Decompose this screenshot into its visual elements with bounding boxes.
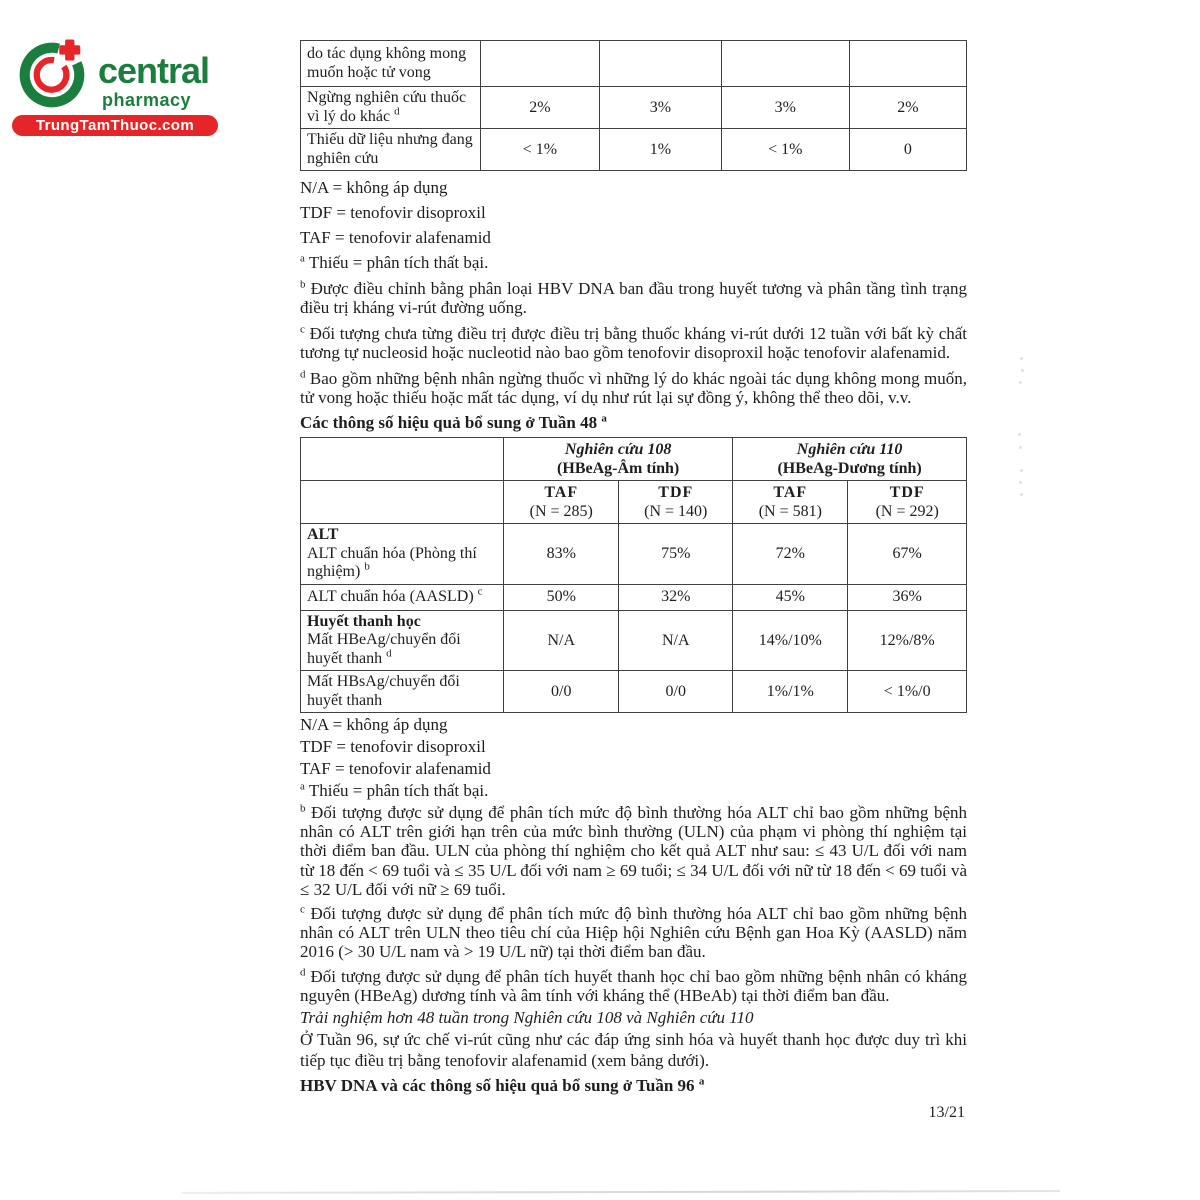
abbreviation-note: TDF = tenofovir disoproxil [300,203,486,222]
page-bottom-edge-line [182,1190,1060,1194]
column-header: TAF (N = 285) [504,481,619,524]
footnote-d: $^d$ Bao gồm những bệnh nhân ngừng thuốc vì những lý do khác ngoài tác dụng không mong muốn, tử vong hoặc thiếu hoặc mất tác dụng, ví dụ như rút lại sự đồng ý, không thể theo dõi, v.v. [300,367,968,407]
treatment-header-row [301,481,967,524]
logo-brand-text: central [98,50,210,91]
cell-value [721,41,849,87]
table-row [301,41,967,87]
column-header: TDF (N = 292) [848,481,967,524]
cell-value: 1%/1% [733,671,848,713]
week96-heading: HBV DNA và các thông số hiệu quả bổ sung ở Tuần 96 $^a$ [300,1075,705,1096]
cell-value: 0/0 [504,671,619,713]
experience-subheading: Trải nghiệm hơn 48 tuần trong Nghiên cứu 108 và Nghiên cứu 110 [300,1008,754,1028]
central-pharmacy-logo-icon [14,32,92,114]
week48-heading: Các thông số hiệu quả bổ sung ở Tuần 48 $^a$ [300,411,607,432]
abbreviation-note: N/A = không áp dụng [300,178,448,197]
table-row [301,87,967,129]
footnote-d: $^d$ Đối tượng được sử dụng để phân tích huyết thanh học chỉ bao gồm những bệnh nhân có kháng nguyên (HBeAg) dương tính và âm tính với kháng thể (HBeAb) tại thời điểm ban đầu. [300,965,967,1005]
cell-value: 0/0 [619,671,733,713]
row-label: Ngừng nghiên cứu thuốc vì lý do khác $^d$ [301,87,481,129]
cell-value: 67% [848,524,967,585]
abbreviation-note: TAF = tenofovir alafenamid [300,228,491,247]
cell-value: 36% [848,584,967,610]
efficacy-week48-table [300,437,967,713]
cell-value: 0 [849,129,966,171]
table-row [301,584,967,610]
cell-value [480,41,599,87]
cell-value: 45% [733,584,848,610]
cell-value: < 1%/0 [848,671,967,713]
logo-domain-banner: TrungTamThuoc.com [12,115,218,136]
cell-value: N/A [504,610,619,671]
empty-header-cell [301,481,504,524]
cell-value: 2% [849,87,966,129]
footnote-a: $^a$ Thiếu = phân tích thất bại. [300,252,489,272]
study-108-header: Nghiên cứu 108 (HBeAg-Âm tính) [504,438,733,481]
page-number: 13/21 [928,1103,965,1121]
abbreviation-note: N/A = không áp dụng [300,715,448,734]
cell-value [600,41,722,87]
cell-value: 83% [504,524,619,585]
table1-notes [300,178,967,273]
cell-value: 12%/8% [848,610,967,671]
study-110-header: Nghiên cứu 110 (HBeAg-Dương tính) [733,438,967,481]
row-label: Mất HBsAg/chuyển đổi huyết thanh [301,671,504,713]
cell-value: < 1% [480,129,599,171]
cell-value: 3% [600,87,722,129]
cell-value: < 1% [721,129,849,171]
table-row [301,524,967,585]
cell-value: 14%/10% [733,610,848,671]
footnote-b: $^b$ Đối tượng được sử dụng để phân tích mức độ bình thường hóa ALT chỉ bao gồm những bệnh nhân có ALT trên giới hạn trên của mức bình thường (ULN) của phạm vi phòng thí nghiệm tại thời điểm ban đầu. ULN của phòng thí nghiệm cho kết quả ALT như sau: ≤ 43 U/L đối với nam từ 18 đến < 69 tuổi và ≤ 35 U/L đối với nam ≥ 69 tuổi; ≤ 34 U/L đối với nữ từ 18 đến < 69 tuổi và ≤ 32 U/L đối với nữ ≥ 69 tuổi. [300,802,967,899]
row-label: ALT chuẩn hóa (AASLD) $^c$ [301,584,504,610]
table-row [301,129,967,171]
table-row [301,610,967,671]
column-header: TDF (N = 140) [619,481,733,524]
table2-notes [300,715,967,800]
footnote-b: $^b$ Được điều chỉnh bằng phân loại HBV DNA ban đầu trong huyết tương và phân tầng tình trạng điều trị kháng vi-rút đường uống. [300,277,968,317]
cell-value: 1% [600,129,722,171]
abbreviation-note: TAF = tenofovir alafenamid [300,759,491,778]
row-label: Thiếu dữ liệu nhưng đang nghiên cứu [301,129,481,171]
row-label: Huyết thanh học Mất HBeAg/chuyển đổi huyết thanh $^d$ [301,610,504,671]
cell-value: 72% [733,524,848,585]
document-page [300,0,967,1122]
abbreviation-note: TDF = tenofovir disoproxil [300,737,486,756]
cell-value [849,41,966,87]
cell-value: N/A [619,610,733,671]
row-label: ALT ALT chuẩn hóa (Phòng thí nghiệm) $^b$ [301,524,504,585]
study-group-header-row [301,438,967,481]
logo-sub-text: pharmacy [102,90,192,110]
table-row [301,671,967,713]
row-label: do tác dụng không mong muốn hoặc tử vong [301,41,481,87]
week96-paragraph: Ở Tuần 96, sự ức chế vi-rút cũng như các đáp ứng sinh hóa và huyết thanh học được duy trì khi tiếp tục điều trị bằng tenofovir alafenamid (xem bảng dưới). [300,1030,967,1070]
cell-value: 75% [619,524,733,585]
empty-header-cell [301,438,504,481]
cell-value: 32% [619,584,733,610]
footnote-a: $^a$ Thiếu = phân tích thất bại. [300,780,489,800]
discontinuation-table [300,40,967,171]
cell-value: 3% [721,87,849,129]
footnote-c: $^c$ Đối tượng chưa từng điều trị được điều trị bằng thuốc kháng vi-rút dưới 12 tuần với bất kỳ chất tương tự nucleosid hoặc nucleotid nào bao gồm tenofovir disoproxil hoặc tenofovir alafenamid. [300,322,968,362]
cell-value: 2% [480,87,599,129]
footnote-c: $^c$ Đối tượng được sử dụng để phân tích mức độ bình thường hóa ALT chỉ bao gồm những bệnh nhân có ALT trên ULN theo tiêu chí của Hiệp hội Nghiên cứu Bệnh gan Hoa Kỳ (AASLD) năm 2016 (> 30 U/L nam và > 19 U/L nữ) tại thời điểm ban đầu. [300,903,967,962]
column-header: TAF (N = 581) [733,481,848,524]
cell-value: 50% [504,584,619,610]
